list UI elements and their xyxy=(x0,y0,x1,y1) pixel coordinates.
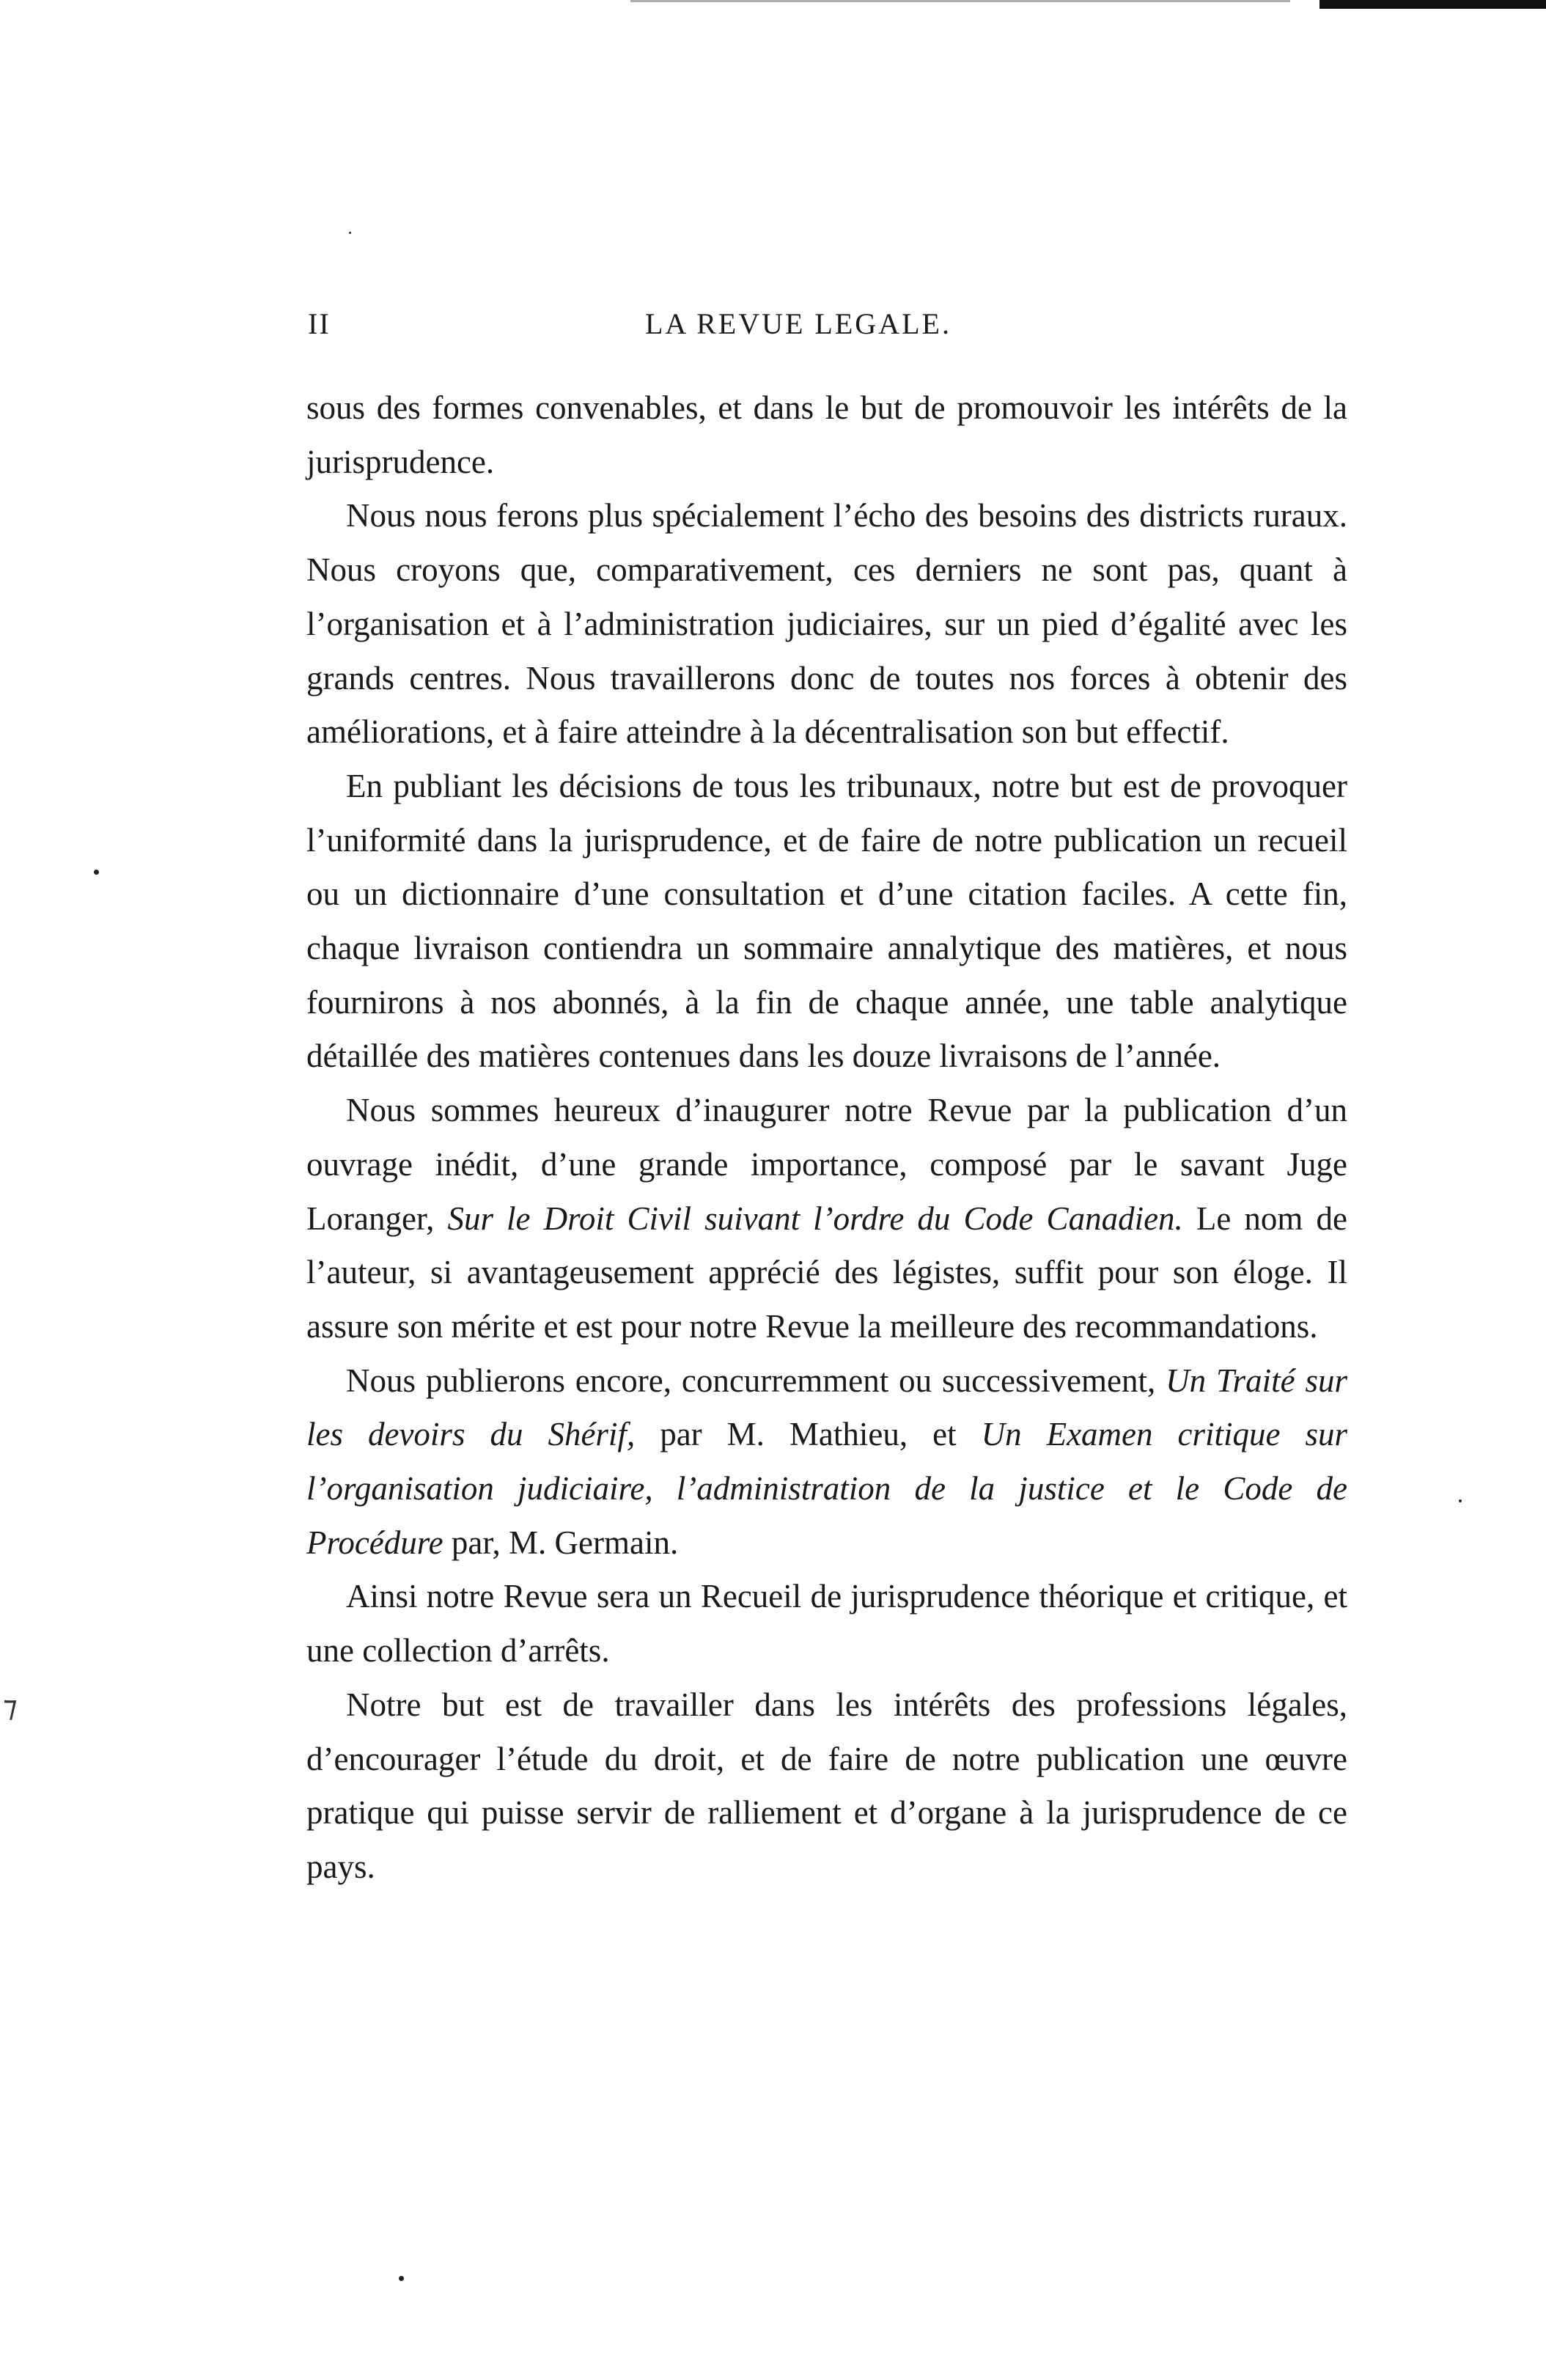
paragraph: Nous publierons encore, concurremment ou successivement, Un Traité sur les devoirs du Shérif, par M. Mathieu, et Un Examen critique sur l’organisation judiciaire, l’administration de la justice et le Code de Procédure par, M. Germain. xyxy=(306,1362,1348,1561)
running-head xyxy=(0,306,1546,358)
scan-speck xyxy=(1459,1499,1462,1502)
paragraph: Notre but est de travailler dans les intérêts des professions légales, d’encourager l’étude du droit, et de faire de notre publication une œuvre pratique qui puisse servir de ralliement et d’organe à la jurisprudence de ce pays. xyxy=(306,1686,1347,1885)
scan-speck xyxy=(94,870,99,875)
scan-speck xyxy=(349,232,351,234)
paragraph: En publiant les décisions de tous les tribunaux, notre but est de provoquer l’uniformité dans la jurisprudence, et de faire de notre publication un recueil ou un dictionnaire d’une consultation et d’une citation faciles. A cette fin, chaque livraison contiendra un sommaire annalytique des matières, et nous fournirons à nos abonnés, à la fin de chaque année, une table analytique détaillée des matières contenues dans les douze livraisons de l’année. xyxy=(306,767,1347,1075)
paragraph: Ainsi notre Revue sera un Recueil de jurisprudence théorique et critique, et une collection d’arrêts. xyxy=(306,1578,1347,1670)
book-title: Un Traité sur les devoirs du Shérif, xyxy=(306,1362,1347,1453)
book-title: Sur le Droit Civil suivant l’ordre du Code Canadien. xyxy=(447,1200,1183,1237)
paragraph: sous des formes convenables, et dans le but de promouvoir les intérêts de la jurisprudence. xyxy=(306,389,1347,480)
scan-edge-rule xyxy=(630,0,1290,2)
body-text xyxy=(306,381,1347,1895)
running-title: LA REVUE LEGALE. xyxy=(645,307,951,340)
scan-speck xyxy=(399,2276,404,2281)
paragraph: Nous nous ferons plus spécialement l’écho des besoins des districts ruraux. Nous croyons que, comparativement, ces derniers ne sont pas, quant à l’organisation et à l’administration judiciaires, sur un pied d’égalité avec les grands centres. Nous travaillerons donc de toutes nos forces à obtenir des améliorations, et à faire atteindre à la décentralisation son but effectif. xyxy=(306,497,1347,751)
scan-edge-bar xyxy=(1319,0,1546,9)
page-number: II xyxy=(308,307,331,340)
book-title: Un Examen critique sur l’organisation judiciaire, l’administration de la justice et le Code de Procédure xyxy=(306,1416,1348,1561)
margin-mark: ⁊ xyxy=(3,1690,18,1724)
paragraph: Nous sommes heureux d’inaugurer notre Revue par la publication d’un ouvrage inédit, d’une grande importance, composé par le savant Juge Loranger, Sur le Droit Civil suivant l’ordre du Code Canadien. Le nom de l’auteur, si avantageusement apprécié des légistes, suffit pour son éloge. Il assure son mérite et est pour notre Revue la meilleure des recommandations. xyxy=(306,1092,1347,1345)
